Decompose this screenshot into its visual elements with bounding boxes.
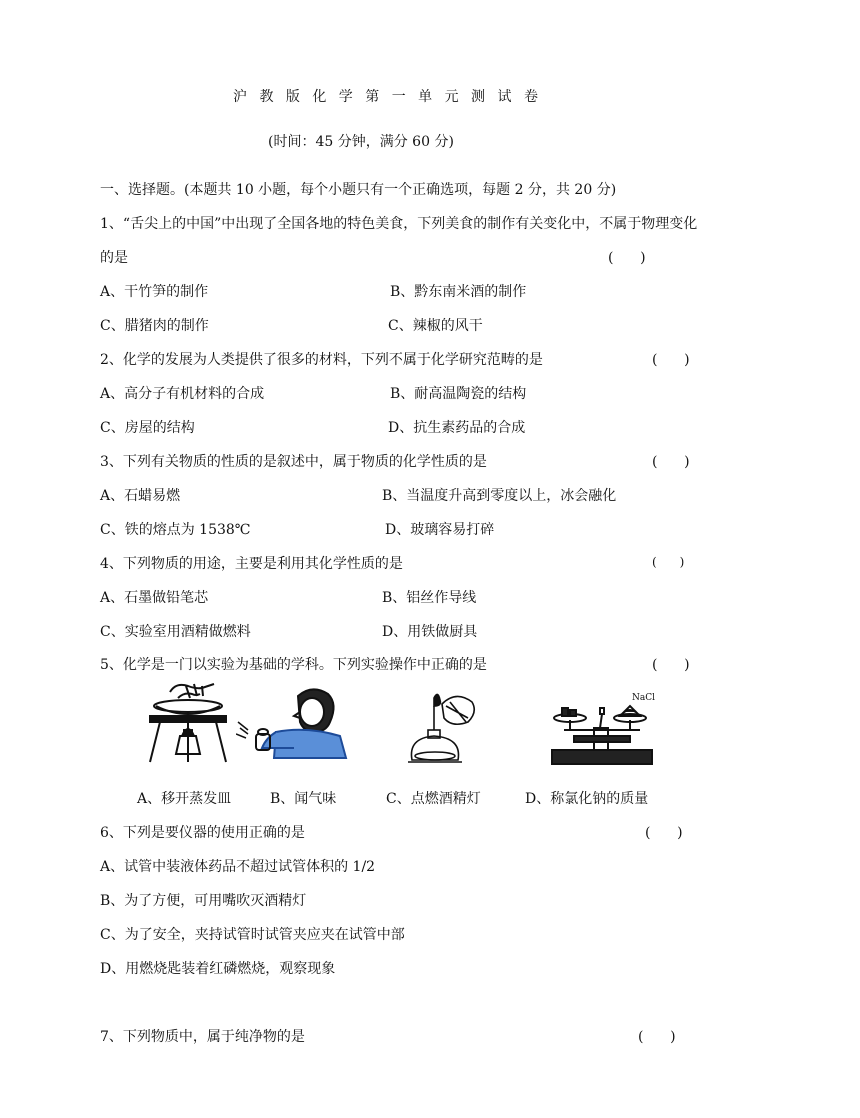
question-3-option-c: C、铁的熔点为 1538℃ [100,522,251,538]
question-1-text: 1、“舌尖上的中国”中出现了全国各地的特色美食，下列美食的制作有关变化中，不属于物理变化 [100,216,698,232]
question-6-option-d: D、用燃烧匙装着红磷燃烧，观察现象 [100,961,336,977]
question-2-option-c: C、房屋的结构 [100,420,195,436]
question-5-option-c: C、点燃酒精灯 [386,791,481,807]
question-5-option-a: A、移开蒸发皿 [137,791,232,807]
question-5-option-d: D、称氯化钠的质量 [525,791,649,807]
question-4-answer-box: ( ) [652,555,685,569]
question-4-option-d: D、用铁做厨具 [382,624,478,640]
question-4-option-c: C、实验室用酒精做燃料 [100,624,251,640]
question-1-option-d: C、辣椒的风干 [388,318,483,334]
page-subtitle: (时间：45 分钟，满分 60 分) [268,134,454,150]
question-7-answer-box: ( ) [638,1029,676,1045]
question-3-option-a: A、石蜡易燃 [100,488,181,504]
question-1-option-c: C、腊猪肉的制作 [100,318,209,334]
question-1-text-cont: 的是 [100,250,128,266]
question-6-option-a: A、试管中装液体药品不超过试管体积的 1/2 [100,859,376,875]
nacl-label: NaCl [632,693,656,703]
page-title: 沪 教 版 化 学 第 一 单 元 测 试 卷 [233,89,542,105]
alcohol-lamp-illustration [398,690,490,770]
question-1-option-a: A、干竹笋的制作 [100,284,209,300]
question-4-option-b: B、铝丝作导线 [382,590,477,606]
smelling-gas-illustration [236,682,350,762]
question-6-answer-box: ( ) [645,825,683,841]
section-heading: 一、选择题。(本题共 10 小题，每个小题只有一个正确选项，每题 2 分，共 20 分) [100,182,617,198]
question-3-option-b: B、当温度升高到零度以上，冰会融化 [382,488,617,504]
question-3-option-d: D、玻璃容易打碎 [385,522,495,538]
question-7-text: 7、下列物质中，属于纯净物的是 [100,1029,305,1045]
question-1-answer-box: ( ) [608,250,646,266]
question-6-option-c: C、为了安全，夹持试管时试管夹应夹在试管中部 [100,927,405,943]
question-4-option-a: A、石墨做铅笔芯 [100,590,209,606]
question-2-text: 2、化学的发展为人类提供了很多的材料，下列不属于化学研究范畴的是 [100,352,543,368]
question-5-answer-box: ( ) [652,657,690,673]
question-3-text: 3、下列有关物质的性质的是叙述中，属于物质的化学性质的是 [100,454,487,470]
question-2-answer-box: ( ) [652,352,690,368]
question-2-option-a: A、高分子有机材料的合成 [100,386,265,402]
balance-scale-illustration [544,688,660,770]
question-2-option-b: B、耐高温陶瓷的结构 [390,386,527,402]
question-2-option-d: D、抗生素药品的合成 [388,420,526,436]
question-1-option-b: B、黔东南米酒的制作 [390,284,527,300]
question-4-text: 4、下列物质的用途，主要是利用其化学性质的是 [100,556,403,572]
question-6-text: 6、下列是要仪器的使用正确的是 [100,825,305,841]
question-5-option-b: B、闻气味 [270,791,337,807]
question-3-answer-box: ( ) [652,454,690,470]
question-5-text: 5、化学是一门以实验为基础的学科。下列实验操作中正确的是 [100,657,487,673]
question-6-option-b: B、为了方便，可用嘴吹灭酒精灯 [100,893,307,909]
evaporating-dish-illustration [140,680,240,766]
